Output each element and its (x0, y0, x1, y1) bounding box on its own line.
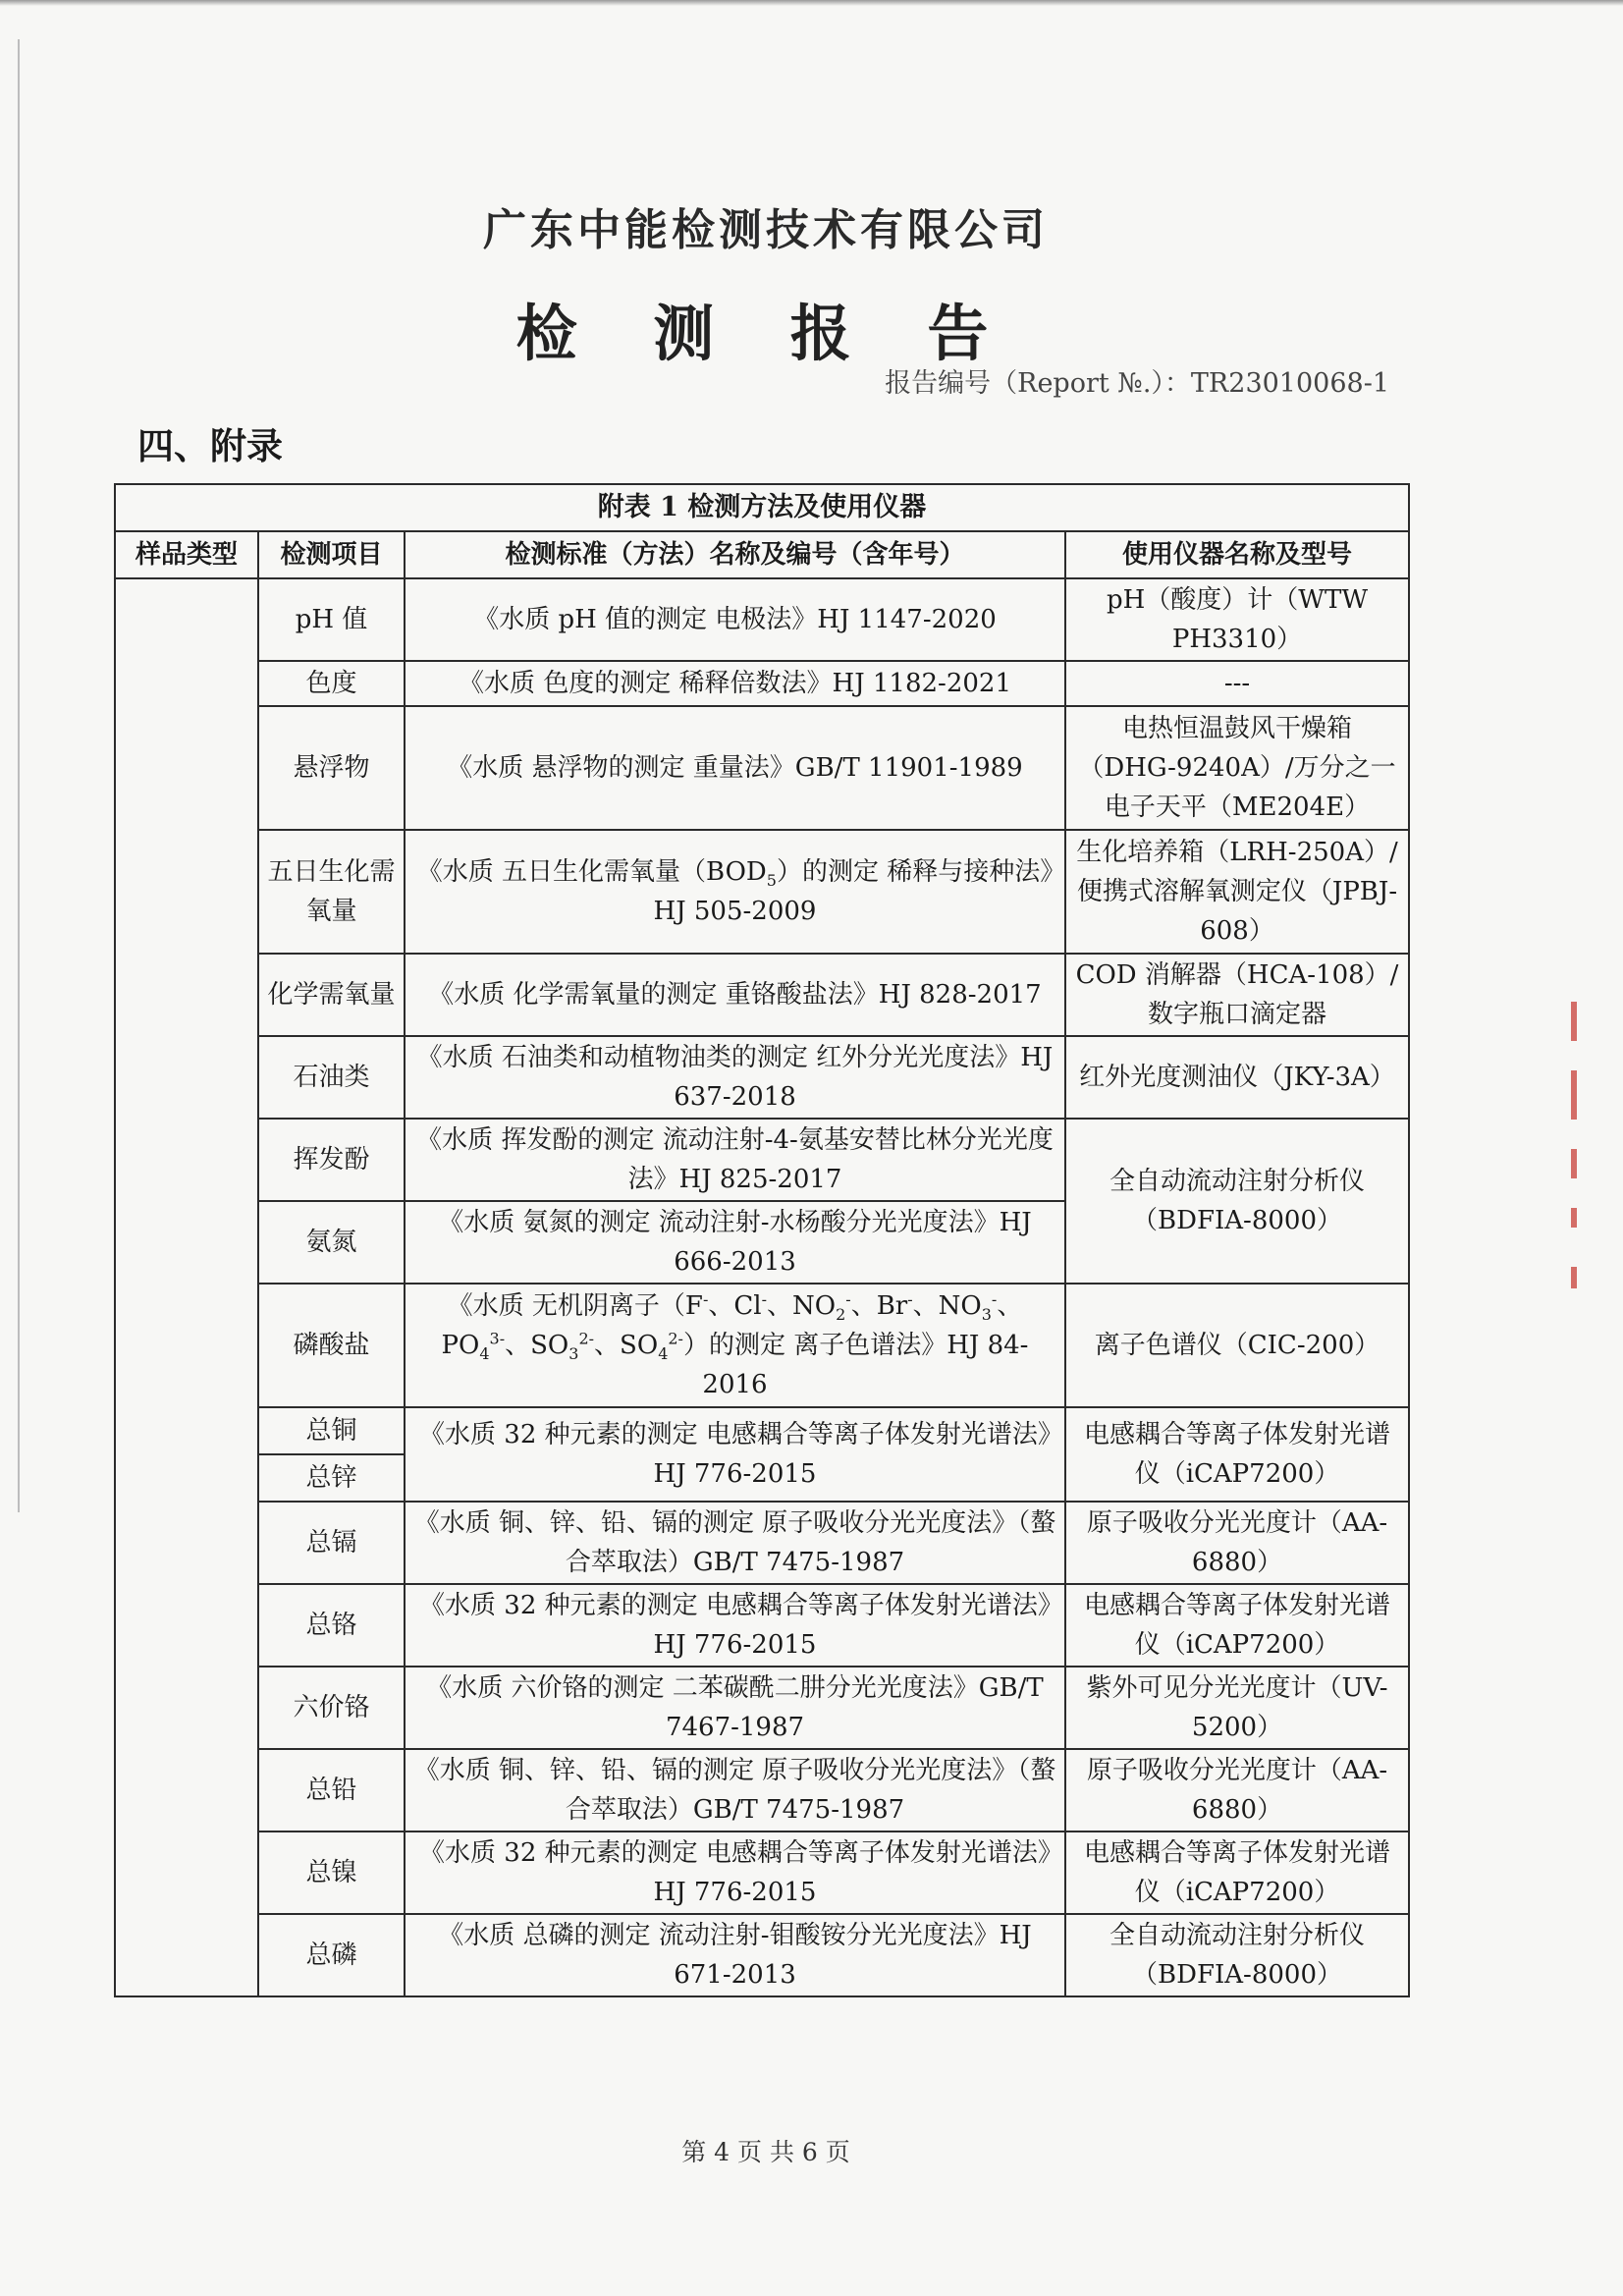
subscript: 4 (479, 1344, 490, 1364)
superscript: - (845, 1289, 851, 1309)
method-cell: 《水质 铜、锌、铅、镉的测定 原子吸收分光光度法》（螯合萃取法）GB/T 7475-1987 (405, 1749, 1065, 1831)
instrument-cell: 离子色谱仪（CIC-200） (1065, 1284, 1409, 1407)
table-row (115, 830, 1409, 954)
method-cell: 《水质 铜、锌、铅、镉的测定 原子吸收分光光度法》（螯合萃取法）GB/T 7475-1987 (405, 1502, 1065, 1584)
table-row (115, 954, 1409, 1036)
item-cell: 石油类 (258, 1036, 405, 1119)
item-cell: 磷酸盐 (258, 1284, 405, 1407)
table-row (115, 1502, 1409, 1584)
instrument-cell: 原子吸收分光光度计（AA-6880） (1065, 1749, 1409, 1831)
instrument-cell: COD 消解器（HCA-108）/数字瓶口滴定器 (1065, 954, 1409, 1036)
method-cell: 《水质 32 种元素的测定 电感耦合等离子体发射光谱法》HJ 776-2015 (405, 1407, 1065, 1502)
method-cell (405, 1284, 1065, 1407)
item-cell: 五日生化需氧量 (258, 830, 405, 954)
instrument-cell: 全自动流动注射分析仪（BDFIA-8000） (1065, 1914, 1409, 1996)
method-text: 、SO (594, 1331, 659, 1360)
instrument-cell: 电感耦合等离子体发射光谱仪（iCAP7200） (1065, 1584, 1409, 1667)
method-cell: 《水质 色度的测定 稀释倍数法》HJ 1182-2021 (405, 661, 1065, 706)
report-title: 检 测 报 告 (515, 298, 1016, 369)
page-binding-edge (18, 39, 20, 1512)
page-edge (0, 0, 1623, 6)
methods-table-container (114, 483, 1408, 1997)
subscript: 2 (836, 1305, 846, 1325)
header-method: 检测标准（方法）名称及编号（含年号） (405, 531, 1065, 578)
table-caption: 附表 1 检测方法及使用仪器 (115, 484, 1409, 531)
header-test-item: 检测项目 (258, 531, 405, 578)
superscript: 3- (489, 1329, 506, 1348)
method-cell: 《水质 悬浮物的测定 重量法》GB/T 11901-1989 (405, 706, 1065, 830)
method-text: 、NO (767, 1291, 837, 1321)
header-sample-type: 样品类型 (115, 531, 258, 578)
superscript: - (761, 1289, 768, 1309)
page-footer: 第 4 页 共 6 页 (681, 2138, 850, 2166)
item-cell: 六价铬 (258, 1667, 405, 1749)
method-cell: 《水质 32 种元素的测定 电感耦合等离子体发射光谱法》HJ 776-2015 (405, 1584, 1065, 1667)
method-text: 《水质 五日生化需氧量（BOD (416, 857, 767, 887)
superscript: 2- (578, 1329, 595, 1348)
method-text: 、Br (850, 1291, 908, 1321)
method-cell: 《水质 氨氮的测定 流动注射-水杨酸分光光度法》HJ 666-2013 (405, 1201, 1065, 1284)
subscript: 3 (981, 1305, 992, 1325)
superscript: - (991, 1289, 998, 1309)
item-cell: 化学需氧量 (258, 954, 405, 1036)
table-row (115, 661, 1409, 706)
method-cell: 《水质 化学需氧量的测定 重铬酸盐法》HJ 828-2017 (405, 954, 1065, 1036)
instrument-cell: 紫外可见分光光度计（UV-5200） (1065, 1667, 1409, 1749)
methods-table (114, 483, 1410, 1997)
method-cell: 《水质 pH 值的测定 电极法》HJ 1147-2020 (405, 578, 1065, 661)
item-cell: 总镍 (258, 1831, 405, 1914)
table-row (115, 1284, 1409, 1407)
table-row (115, 578, 1409, 661)
seal-stamp-edge (1567, 1002, 1585, 1306)
item-cell: 氨氮 (258, 1201, 405, 1284)
superscript: - (702, 1289, 709, 1309)
table-row (115, 1831, 1409, 1914)
table-row (115, 1407, 1409, 1454)
instrument-cell: 红外光度测油仪（JKY-3A） (1065, 1036, 1409, 1119)
item-cell: 总铅 (258, 1749, 405, 1831)
method-text: 、PO (441, 1291, 1023, 1360)
method-cell: 《水质 石油类和动植物油类的测定 红外分光光度法》HJ 637-2018 (405, 1036, 1065, 1119)
method-text: 《水质 无机阴离子（F (447, 1291, 703, 1321)
method-text: 、NO (912, 1291, 982, 1321)
item-cell: 总磷 (258, 1914, 405, 1996)
method-cell: 《水质 六价铬的测定 二苯碳酰二肼分光光度法》GB/T 7467-1987 (405, 1667, 1065, 1749)
instrument-cell: pH（酸度）计（WTW PH3310） (1065, 578, 1409, 661)
method-cell: 《水质 总磷的测定 流动注射-钼酸铵分光光度法》HJ 671-2013 (405, 1914, 1065, 1996)
item-cell: 总镉 (258, 1502, 405, 1584)
superscript: - (907, 1289, 913, 1309)
instrument-cell: 原子吸收分光光度计（AA-6880） (1065, 1502, 1409, 1584)
item-cell: 悬浮物 (258, 706, 405, 830)
subscript: 5 (766, 871, 777, 891)
subscript: 3 (568, 1344, 579, 1364)
table-row (115, 1119, 1409, 1201)
item-cell: 挥发酚 (258, 1119, 405, 1201)
method-text: ）的测定 离子色谱法》HJ 84-2016 (682, 1331, 1029, 1399)
method-cell (405, 830, 1065, 954)
item-cell: pH 值 (258, 578, 405, 661)
instrument-cell: 生化培养箱（LRH-250A）/便携式溶解氧测定仪（JPBJ-608） (1065, 830, 1409, 954)
superscript: 2- (668, 1329, 683, 1348)
method-text: 、Cl (708, 1291, 762, 1321)
table-row (115, 706, 1409, 830)
table-row (115, 1036, 1409, 1119)
method-text: ）的测定 稀释与接种法》HJ 505-2009 (653, 857, 1054, 926)
instrument-cell: 电热恒温鼓风干燥箱（DHG-9240A）/万分之一电子天平（ME204E） (1065, 706, 1409, 830)
company-name: 广东中能检测技术有限公司 (483, 205, 1049, 255)
item-cell: 色度 (258, 661, 405, 706)
method-cell: 《水质 32 种元素的测定 电感耦合等离子体发射光谱法》HJ 776-2015 (405, 1831, 1065, 1914)
item-cell: 总锌 (258, 1454, 405, 1502)
instrument-cell: --- (1065, 661, 1409, 706)
table-row (115, 1914, 1409, 1996)
item-cell: 总铜 (258, 1407, 405, 1454)
table-row (115, 1667, 1409, 1749)
table-row (115, 1584, 1409, 1667)
section-heading: 四、附录 (137, 425, 283, 467)
sample-type-cell (115, 578, 258, 1996)
item-cell: 总铬 (258, 1584, 405, 1667)
header-instrument: 使用仪器名称及型号 (1065, 531, 1409, 578)
instrument-cell: 电感耦合等离子体发射光谱仪（iCAP7200） (1065, 1407, 1409, 1502)
report-number: 报告编号（Report №.）：TR23010068-1 (885, 368, 1389, 399)
method-text: 、SO (505, 1331, 569, 1360)
subscript: 4 (658, 1344, 669, 1364)
instrument-cell: 全自动流动注射分析仪（BDFIA-8000） (1065, 1119, 1409, 1284)
table-row (115, 1749, 1409, 1831)
method-cell: 《水质 挥发酚的测定 流动注射-4-氨基安替比林分光光度法》HJ 825-2017 (405, 1119, 1065, 1201)
instrument-cell: 电感耦合等离子体发射光谱仪（iCAP7200） (1065, 1831, 1409, 1914)
